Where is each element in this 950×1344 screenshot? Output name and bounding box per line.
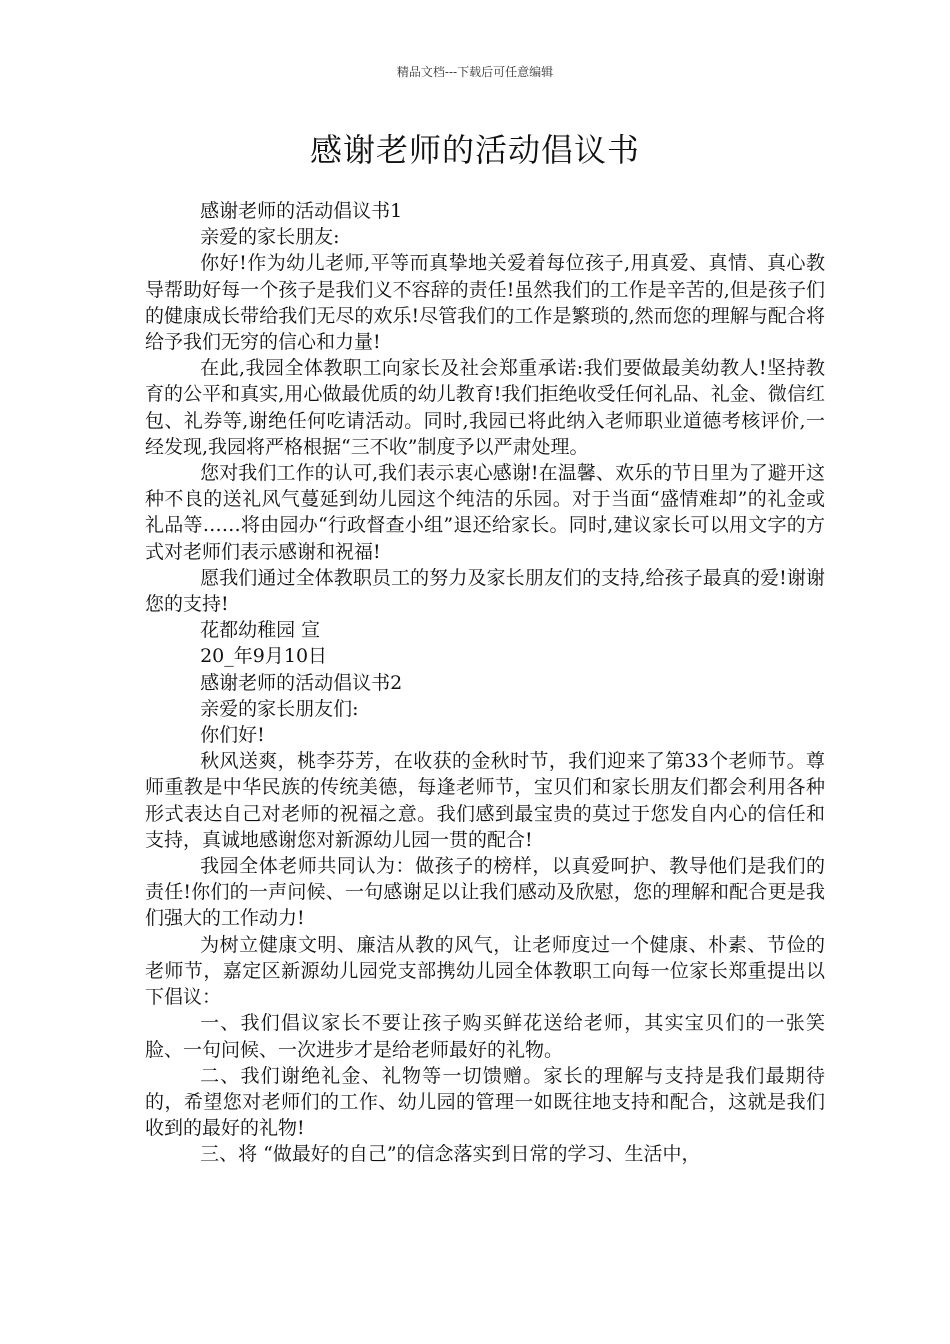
paragraph: 秋风送爽，桃李芬芳，在收获的金秋时节，我们迎来了第33个老师节。尊师重教是中华民族的传统美德，每逢老师节，宝贝们和家长朋友们都会利用各种形式表达自己对老师的祝福之意。我们感到最宝贵的莫过于您发自内心的信任和支持，真诚地感谢您对新源幼儿园一贯的配合!: [145, 750, 825, 851]
section-heading-2: 感谢老师的活动倡议书2: [200, 671, 403, 694]
paragraph: 为树立健康文明、廉洁从教的风气，让老师度过一个健康、朴素、节俭的老师节，嘉定区新源幼儿园党支部携幼儿园全体教职工向每一位家长郑重提出以下倡议：: [145, 933, 825, 1009]
paragraph: 你好!作为幼儿老师,平等而真挚地关爱着每位孩子,用真爱、真情、真心教导帮助好每一个孩子是我们义不容辞的责任!虽然我们的工作是辛苦的,但是孩子们的健康成长带给我们无尽的欢乐!尽管我们的工作是繁琐的,然而您的理解与配合将给予我们无穷的信心和力量!: [145, 252, 825, 354]
date: 20_年9月10日: [200, 645, 328, 668]
paragraph: 您对我们工作的认可,我们表示衷心感谢!在温馨、欢乐的节日里为了避开这种不良的送礼风气蔓延到幼儿园这个纯洁的乐园。对于当面“盛情难却”的礼金或礼品等……将由园办“行政督查小组”退还给家长。同时,建议家长可以用文字的方式对老师们表示感谢和祝福!: [145, 462, 825, 563]
proposal-item-1: 一、我们倡议家长不要让孩子购买鲜花送给老师，其实宝贝们的一张笑脸、一句问候、一次进步才是给老师最好的礼物。: [145, 1012, 825, 1061]
signature: 花都幼稚园 宣: [200, 619, 321, 642]
salutation-2: 亲爱的家长朋友们:: [200, 697, 359, 720]
section-heading-1: 感谢老师的活动倡议书1: [200, 200, 403, 222]
salutation-1: 亲爱的家长朋友:: [200, 226, 340, 249]
paragraph: 在此,我园全体教职工向家长及社会郑重承诺:我们要做最美幼教人!坚持教育的公平和真实,用心做最优质的幼儿教育!我们拒绝收受任何礼品、礼金、微信红包、礼券等,谢绝任何吃请活动。同时,我园已将此纳入老师职业道德考核评价,一经发现,我园将严格根据“三不收”制度予以严肃处理。: [145, 357, 825, 458]
document-body: [145, 198, 825, 1168]
proposal-item-3: 三、将 “做最好的自己”的信念落实到日常的学习、生活中，: [200, 1143, 701, 1166]
paragraph: 愿我们通过全体教职员工的努力及家长朋友们的支持,给孩子最真的爱!谢谢您的支持!: [145, 566, 825, 616]
document-title: 感谢老师的活动倡议书: [309, 131, 640, 169]
proposal-item-2: 二、我们谢绝礼金、礼物等一切馈赠。家长的理解与支持是我们最期待的，希望您对老师们的工作、幼儿园的管理一如既往地支持和配合，这就是我们收到的最好的礼物!: [145, 1064, 825, 1140]
greeting: 你们好!: [200, 724, 265, 747]
paragraph: 我园全体老师共同认为：做孩子的榜样，以真爱呵护、教导他们是我们的责任!你们的一声问候、一句感谢足以让我们感动及欣慰，您的理解和配合更是我们强大的工作动力!: [145, 855, 825, 930]
page-header: 精品文档---下载后可任意编辑: [396, 65, 554, 79]
